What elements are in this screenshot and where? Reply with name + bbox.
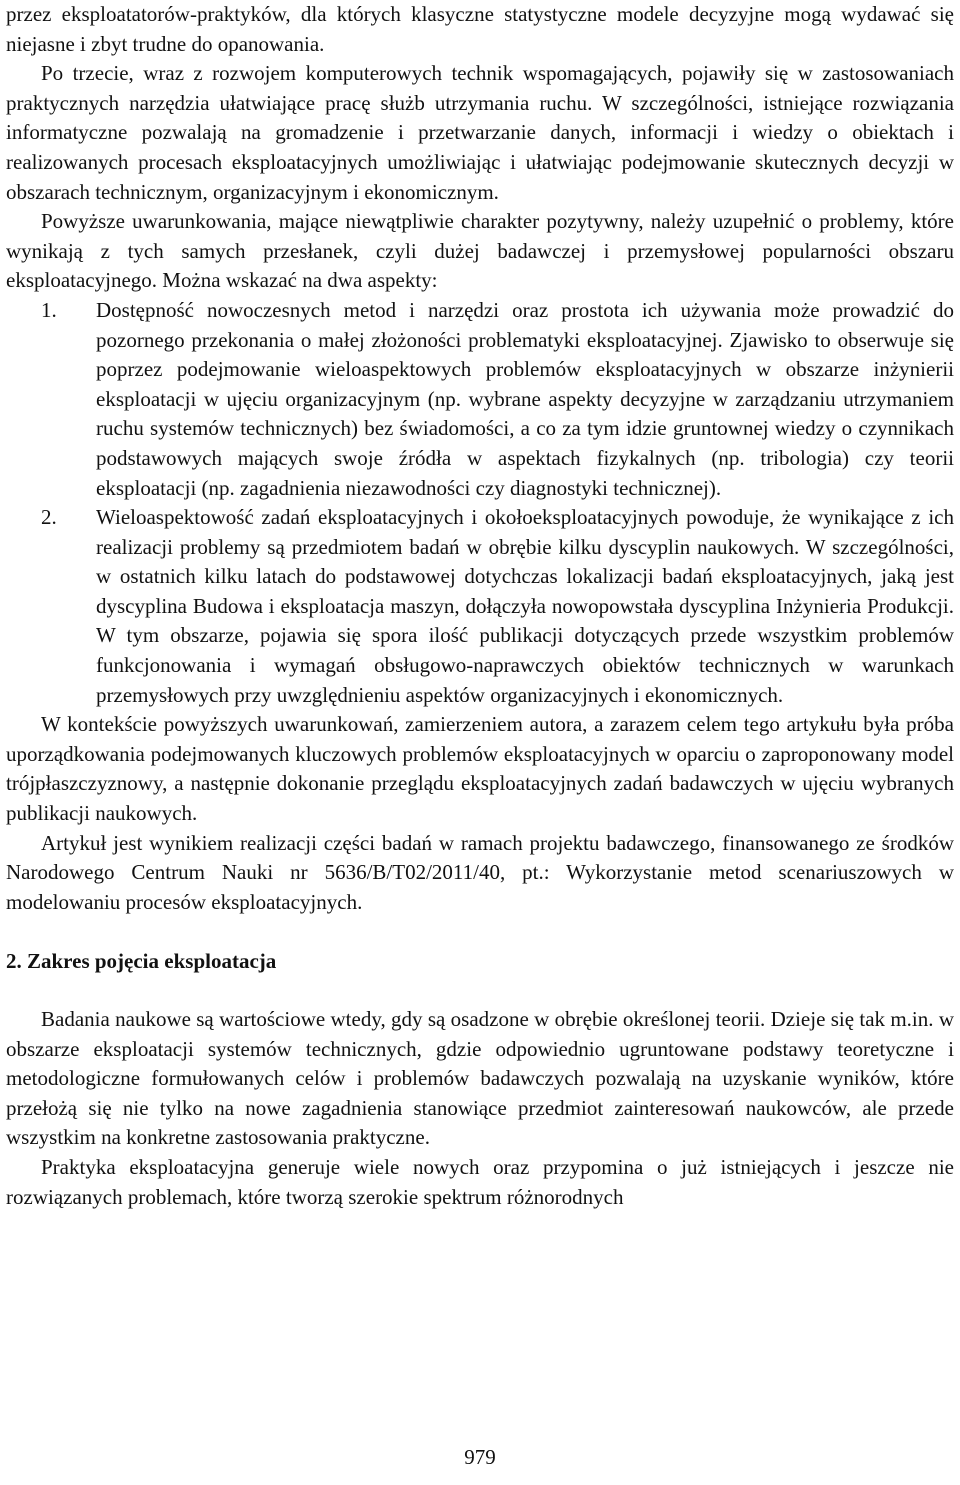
- paragraph-funding: Artykuł jest wynikiem realizacji części badań w ramach projektu badawczego, finansowanego ze środków Narodowego Centrum Nauki nr 5636/B/T02/2011/40, pt.: Wykorzystanie metod scenariuszowych w modelowaniu procesów eksploatacyjnych.: [6, 830, 954, 914]
- page-body: [6, 0, 954, 1212]
- list-item: [6, 296, 954, 503]
- list-item-number: 2.: [41, 505, 57, 530]
- paragraph-third-reason: Po trzecie, wraz z rozwojem komputerowych technik wspomagających, pojawiły się w zastosowaniach praktycznych narzędzia ułatwiające pracę służb utrzymania ruchu. W szczególności, istniejące rozwiązania informatyczne pozwalają na gromadzenie i przetwarzanie danych, informacji i wiedzy o obiektach i realizowanych procesach eksploatacyjnych umożliwiając i ułatwiając podejmowanie skutecznych decyzji w obszarach technicznym, organizacyjnym i ekonomicznym.: [6, 61, 954, 204]
- paragraph-intro-continuation: przez eksploatatorów-praktyków, dla których klasyczne statystyczne modele decyzyjne mogą wydawać się niejasne i zbyt trudne do opanowania.: [6, 2, 954, 56]
- aspects-list: [6, 296, 954, 710]
- paragraph-conditions: Powyższe uwarunkowania, mające niewątpliwie charakter pozytywny, należy uzupełnić o problemy, które wynikają z tych samych przesłanek, czyli dużej badawczej i przemysłowej popularności obszaru eksploatacyjnego. Można wskazać na dwa aspekty:: [6, 209, 954, 293]
- list-item-number: 1.: [41, 297, 57, 322]
- section-heading: 2. Zakres pojęcia eksploatacja: [6, 949, 277, 974]
- paragraph-practice: Praktyka eksploatacyjna generuje wiele nowych oraz przypomina o już istniejących i jeszcze nie rozwiązanych problemach, które tworzą szerokie spektrum różnorodnych: [6, 1154, 954, 1209]
- list-item: [6, 503, 954, 710]
- list-item-text: Wieloaspektowość zadań eksploatacyjnych i okołoeksploatacyjnych powoduje, że wynikające z ich realizacji problemy są przedmiotem badań w obrębie kilku dyscyplin naukowych. W szczególności, w ostatnich kilku latach do podstawowej dotychczas lokalizacji badań eksploatacyjnych, jaką jest dyscyplina Budowa i eksploatacja maszyn, dołączyła nowopowstała dyscyplina Inżynieria Produkcji. W tym obszarze, pojawia się spora ilość publikacji dotyczących przede wszystkim problemów funkcjonowania i wymagań obsługowo-naprawczych obiektów technicznych w warunkach przemysłowych przy uwzględnieniu aspektów organizacyjnych i ekonomicznych.: [96, 505, 954, 707]
- page-number: 979: [464, 1445, 496, 1469]
- paragraph-research: Badania naukowe są wartościowe wtedy, gdy są osadzone w obrębie określonej teorii. Dzieje się tak m.in. w obszarze eksploatacji systemów technicznych, gdzie odpowiednio ugruntowane podstawy teoretyczne i metodologiczne formułowanych celów i problemów badawczych pozwalają na uzyskanie wyników, które przełożą się nie tylko na nowe zagadnienia stanowiące przedmiot zainteresowań naukowców, ale przede wszystkim na konkretne zastosowania praktyczne.: [6, 1007, 954, 1150]
- list-item-text: Dostępność nowoczesnych metod i narzędzi oraz prostota ich używania może prowadzić do pozornego przekonania o małej złożoności problematyki eksploatacyjnej. Zjawisko to obserwuje się poprzez podejmowanie wieloaspektowych problemów eksploatacyjnych w obszarze inżynierii eksploatacji w ujęciu organizacyjnym (np. wybrane aspekty decyzyjne w zarządzaniu utrzymaniem ruchu systemów technicznych) bez świadomości, a co za tym idzie gruntownej wiedzy o czynnikach podstawowych mających swoje źródła w aspektach fizykalnych (np. tribologia) czy teorii eksploatacji (np. zagadnienia niezawodności czy diagnostyki technicznej).: [96, 297, 954, 500]
- paragraph-context: W kontekście powyższych uwarunkowań, zamierzeniem autora, a zarazem celem tego artykułu była próba uporządkowania podejmowanych kluczowych problemów eksploatacyjnych w oparciu o zaproponowany model trójpłaszczyznowy, a następnie dokonanie przeglądu eksploatacyjnych zadań badawczych w ujęciu wybranych publikacji naukowych.: [6, 712, 954, 826]
